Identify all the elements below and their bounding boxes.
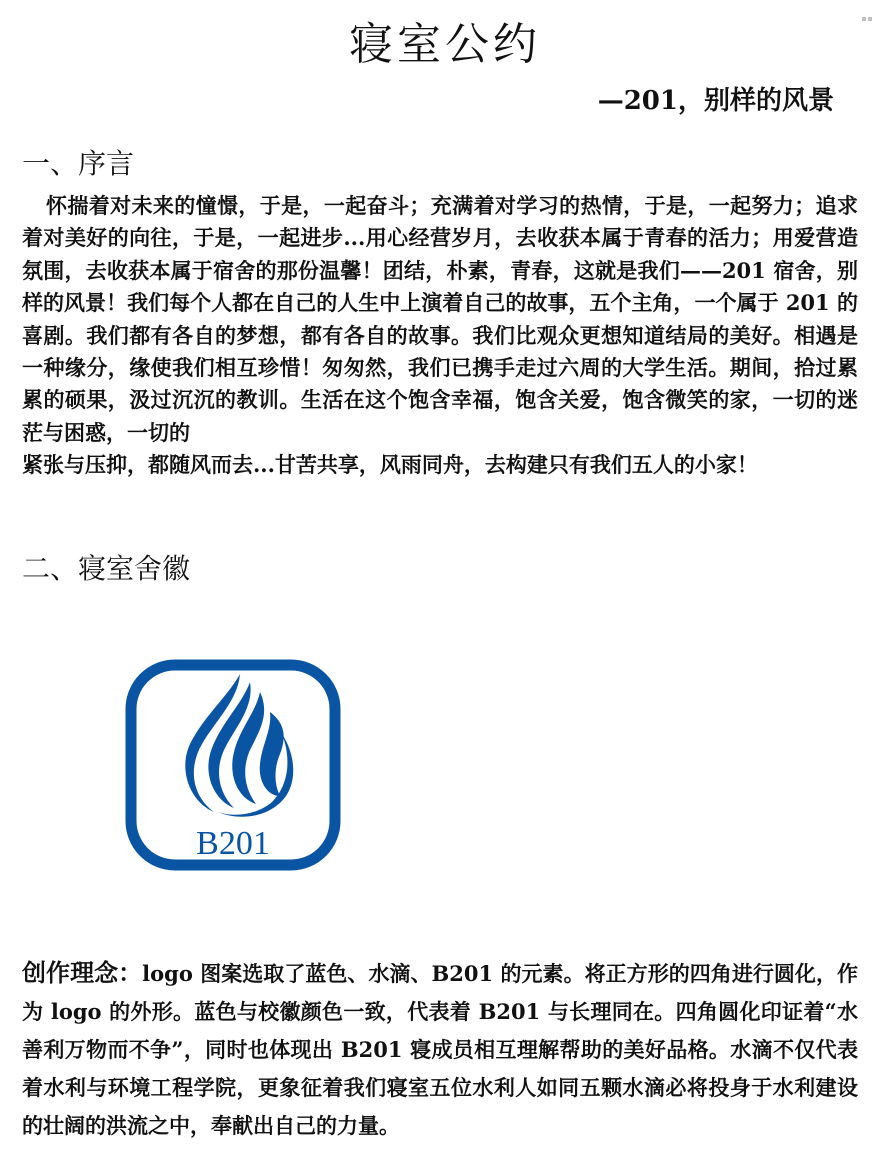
- water-drop-icon: [185, 674, 293, 817]
- preface-body: 怀揣着对未来的憧憬，于是，一起奋斗；充满着对学习的热情，于是，一起努力；追求着对美好的向往，于是，一起进步...用心经营岁月，去收获本属于青春的活力；用爱营造氛围，去收获本属于宿舍的那份温馨！团结，朴素，青春，这就是我们——201 宿舍，别样的风景！我们每个人都在自己的人生中上演着自己的故事，五个主角，一个属于 201 的喜剧。我们都有各自的梦想，都有各自的故事。我们比观众更想知道结局的美好。相遇是一种缘分，缘使我们相互珍惜！匆匆然，我们已携手走过六周的大学生活。期间，拾过累累的硕果，汲过沉沉的教训。生活在这个饱含幸福，饱含关爱，饱含微笑的家，一切的迷茫与困惑，一切的: [22, 193, 858, 445]
- preface-body-tail: 紧张与压抑，都随风而去...甘苦共享，风雨同舟，去构建只有我们五人的小家！: [22, 452, 758, 478]
- document-subtitle: —201，别样的风景: [597, 86, 834, 116]
- concept-label: 创作理念：: [22, 958, 143, 987]
- section-heading-emblem: 二、寝室舍徽: [22, 552, 191, 585]
- section-heading-preface: 一、序言: [22, 147, 135, 180]
- concept-text: logo 图案选取了蓝色、水滴、B201 的元素。将正方形的四角进行圆化，作为 logo 的外形。蓝色与校徽颜色一致，代表着 B201 与长理同在。四角圆化印证着“水善利万物而不争”，同时也体现出 B201 寝成员相互理解帮助的美好品格。水滴不仅代表着水利与环境工程学院，更象征着我们寝室五位水利人如同五颗水滴必将投身于水利建设的壮阔的洪流之中，奉献出自己的力量。: [22, 961, 858, 1138]
- concept-paragraph: [22, 954, 858, 1145]
- logo-text: B201: [196, 825, 270, 862]
- preface-paragraph: [22, 190, 858, 482]
- document-title: 寝室公约: [349, 19, 541, 70]
- dorm-emblem-logo: [122, 656, 344, 874]
